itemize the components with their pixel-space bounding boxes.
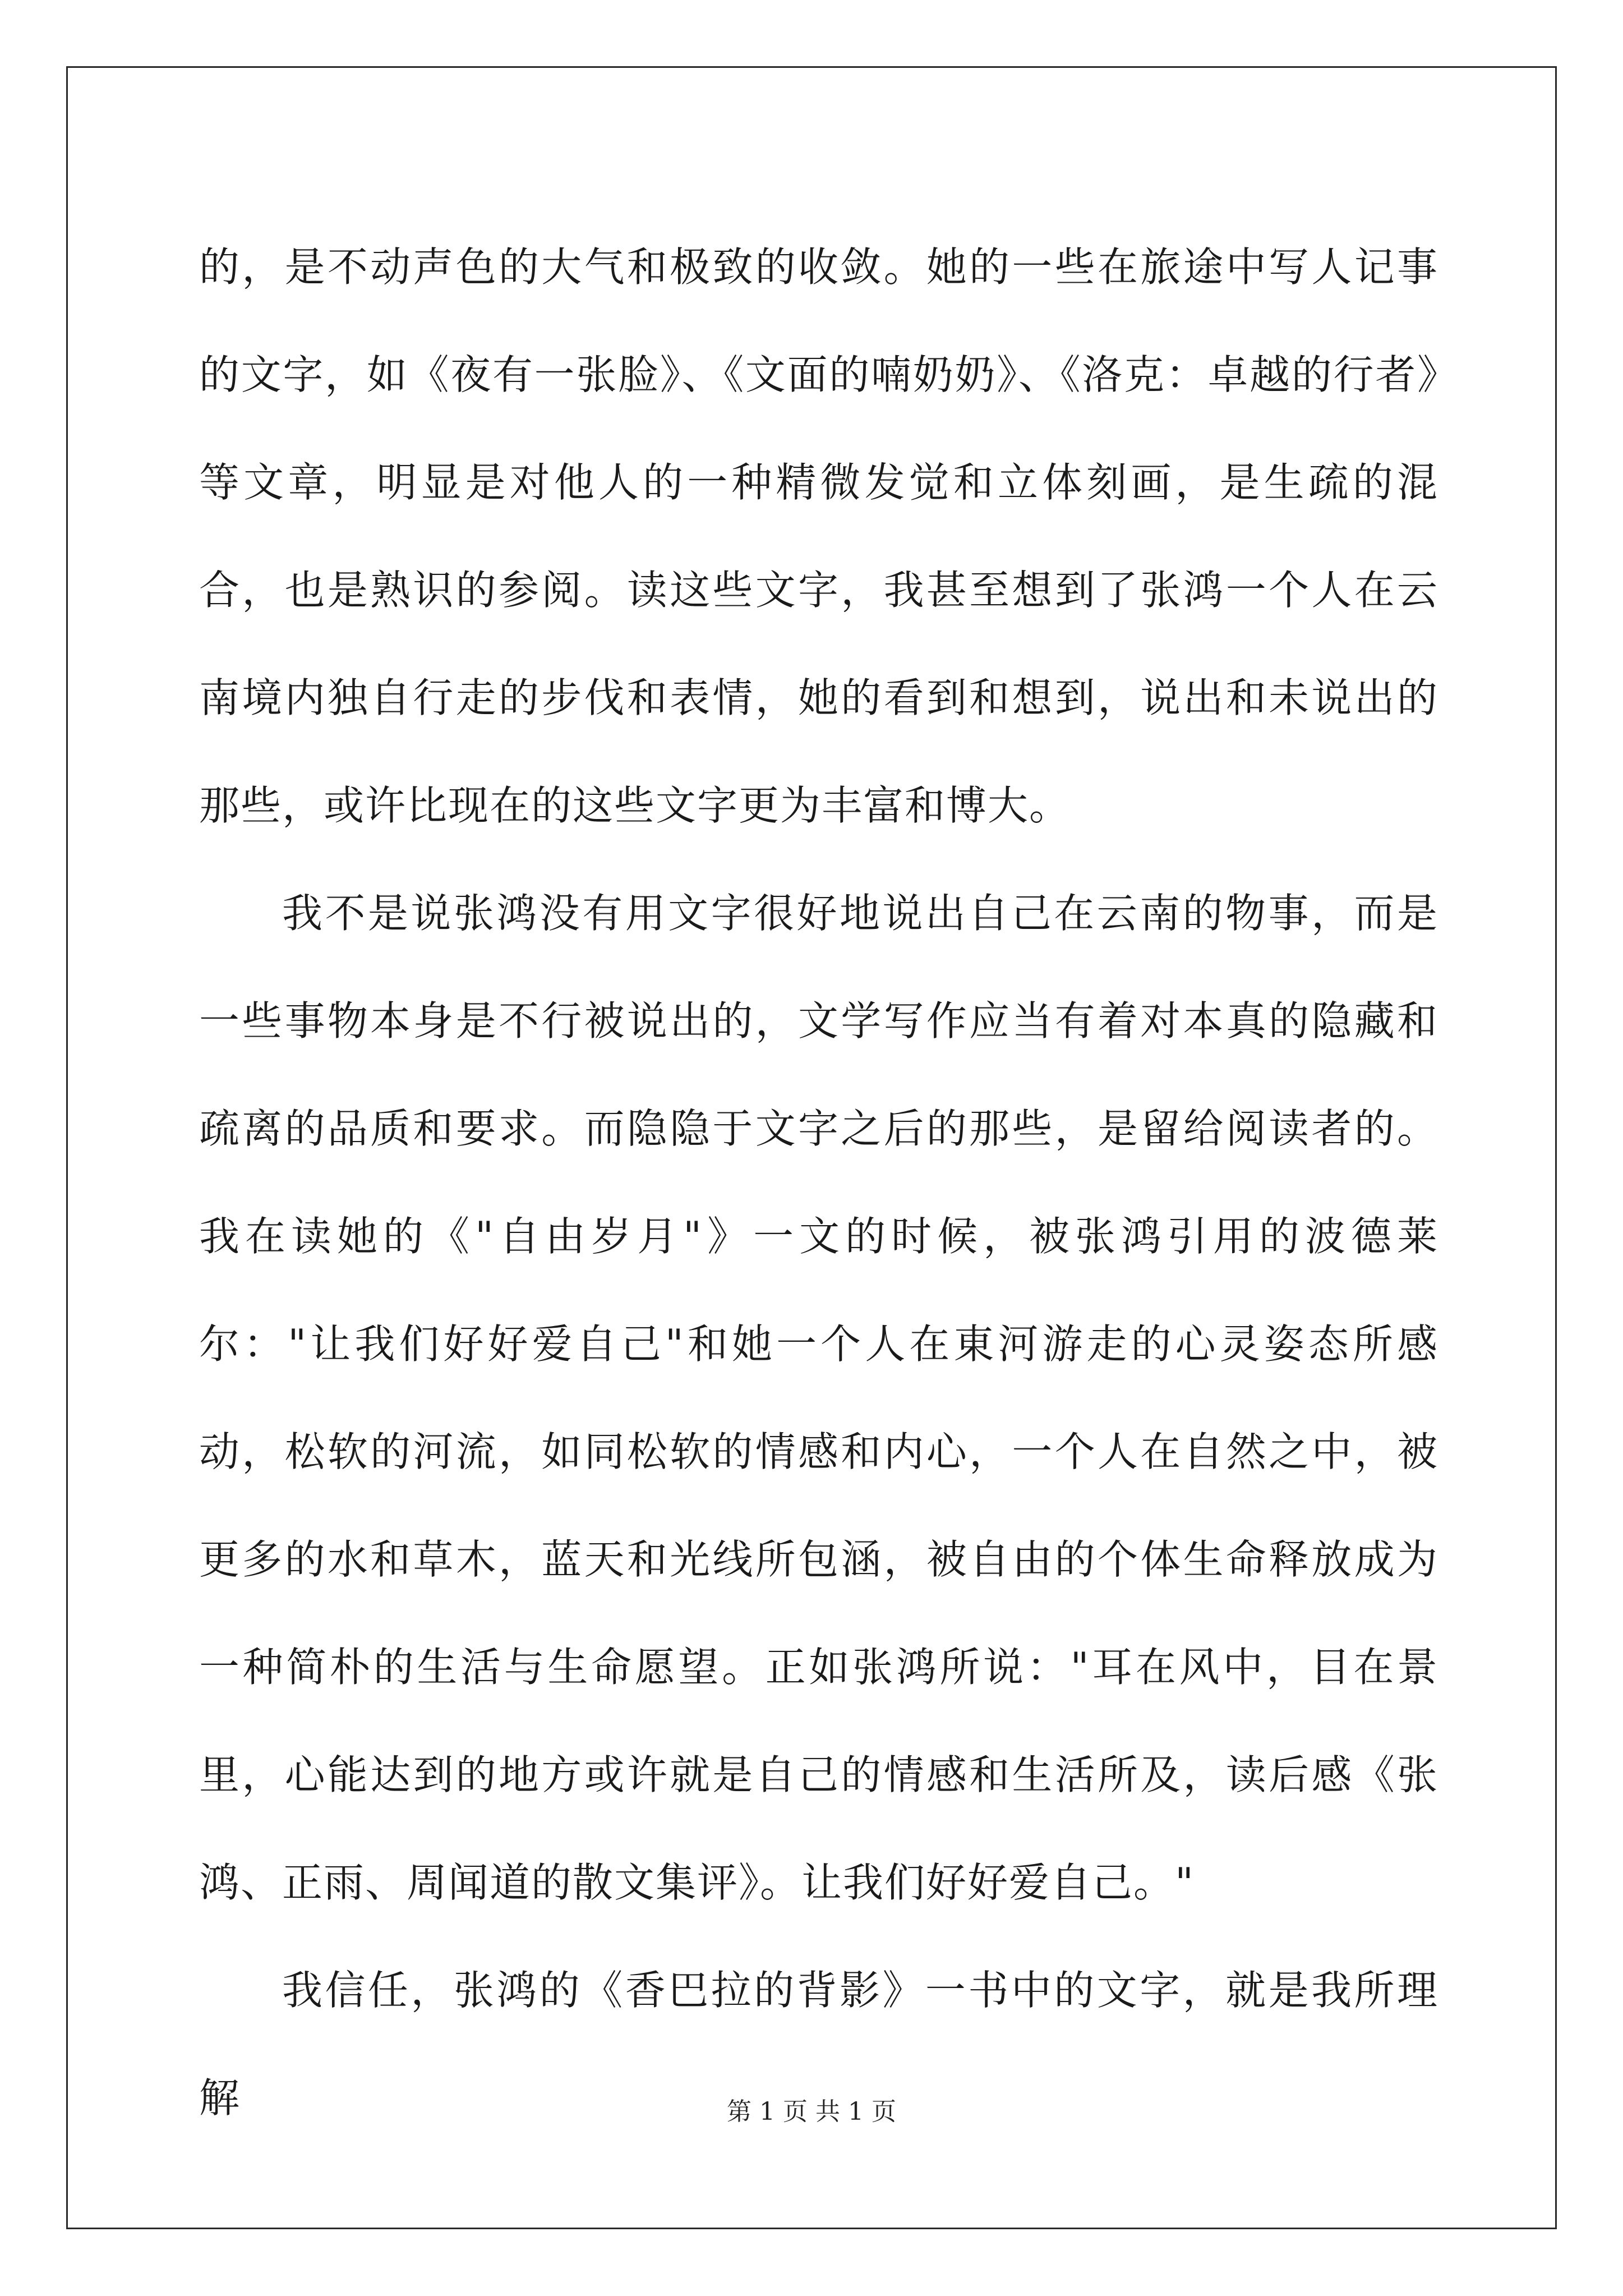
paragraph: 的，是不动声色的大气和极致的收敛。她的一些在旅途中写人记事的文字，如《夜有一张脸》、《文面的喃奶奶》、《洛克：卓越的行者》等文章，明显是对他人的一种精微发觉和立体刻画，是生疏的混合，也是熟识的参阅。读这些文字，我甚至想到了张鸿一个人在云南境内独自行走的步伐和表情，她的看到和想到，说出和未说出的那些，或许比现在的这些文字更为丰富和博大。 bbox=[199, 243, 1438, 829]
page-number-label: 第 1 页 共 1 页 bbox=[727, 2097, 896, 2126]
document-body bbox=[199, 213, 1438, 2152]
page-footer bbox=[0, 2095, 1623, 2129]
paragraph: 我不是说张鸿没有用文字很好地说出自己在云南的物事，而是一些事物本身是不行被说出的，文学写作应当有着对本真的隐藏和疏离的品质和要求。而隐隐于文字之后的那些，是留给阅读者的。我在读她的《"自由岁月"》一文的时候，被张鸿引用的波德莱尔："让我们好好爱自己"和她一个人在東河游走的心灵姿态所感动，松软的河流，如同松软的情感和内心，一个人在自然之中，被更多的水和草木，蓝天和光线所包涵，被自由的个体生命释放成为一种简朴的生活与生命愿望。正如张鸿所说："耳在风中，目在景里，心能达到的地方或许就是自己的情感和生活所及，读后感《张鸿、正雨、周闻道的散文集评》。让我们好好爱自己。" bbox=[199, 890, 1438, 1906]
paragraph: 我信任，张鸿的《香巴拉的背影》一书中的文字，就是我所理解 bbox=[199, 1967, 1438, 2122]
